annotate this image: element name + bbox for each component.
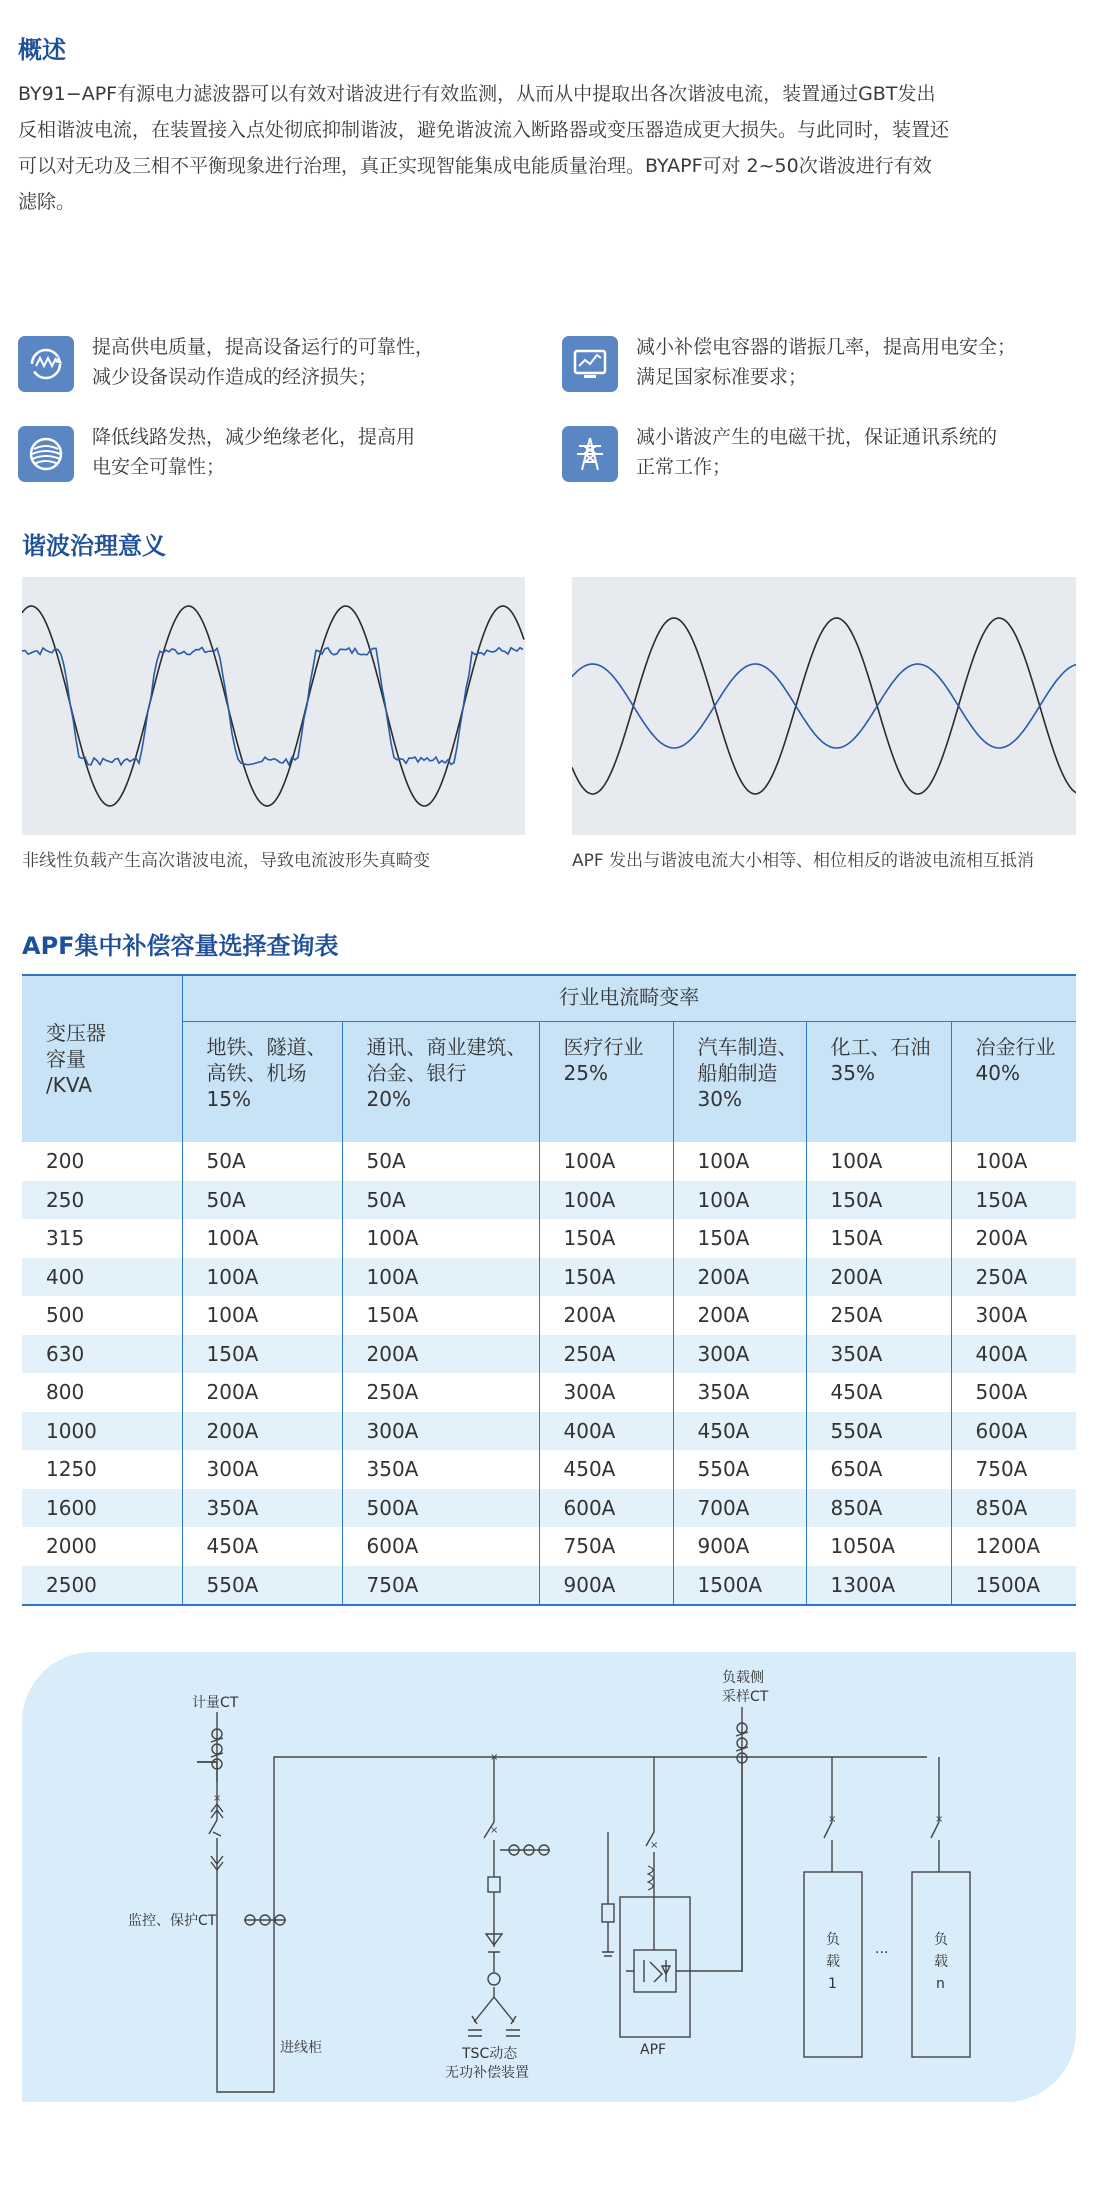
current-cell: 850A [806,1489,951,1528]
tsc-ct-symbol [500,1845,550,1855]
current-cell: 300A [342,1412,539,1451]
column-header-line: 冶金、银行 [366,1061,467,1085]
feature-text: 电安全可靠性； [92,456,226,478]
current-cell: 600A [342,1527,539,1566]
table-row [22,1219,1076,1258]
current-cell: 200A [539,1296,673,1335]
current-cell: 600A [951,1412,1076,1451]
current-cell: 50A [182,1181,342,1220]
capacity-cell: 630 [22,1335,182,1374]
monitor-screen-icon [562,336,618,392]
current-cell: 1500A [673,1566,806,1606]
current-cell: 400A [951,1335,1076,1374]
current-cell: 550A [806,1412,951,1451]
overview-line: 反相谐波电流，在装置接入点处彻底抑制谐波，避免谐波流入断路器或变压器造成更大损失。与此同时，装置还 [18,119,950,141]
power-tower-icon [562,426,618,482]
label-tsc-2: 无功补偿装置 [445,2065,529,2081]
table-row [22,1489,1076,1528]
row-header-line: 容量 [46,1047,86,1071]
label-load1: 1 [828,1976,837,1992]
current-cell: 300A [951,1296,1076,1335]
overview-line: 滤除。 [18,191,76,213]
harmonics-title: 谐波治理意义 [22,532,166,560]
capacity-cell: 800 [46,1380,85,1405]
column-header-line: 15% [206,1087,251,1111]
feature-text: 减小谐波产生的电磁干扰，保证通讯系统的 [636,426,998,448]
current-cell: 550A [182,1566,342,1606]
compensation-wave-figure [572,577,1076,835]
current-cell: 500A [951,1373,1076,1412]
row-header-cell [22,975,182,1142]
cable-cross-section-icon [18,426,74,482]
row-header-line: 变压器 [46,1021,106,1045]
overview-line: BY91−APF有源电力滤波器可以有效对谐波进行有效监测，从而从中提取出各次谐波电流，装置通过GBT发出 [18,83,936,105]
current-cell: 300A [673,1335,806,1374]
current-cell: 100A [182,1296,342,1335]
breaker-symbol [209,1804,223,1870]
current-cell: 200A [182,1412,342,1451]
current-cell: 900A [539,1566,673,1606]
current-cell: 150A [342,1296,539,1335]
capacity-cell: 200 [46,1149,85,1174]
wiring-diagram [22,1652,1076,2102]
apf-branch [608,1757,654,1952]
column-header-line: 40% [975,1061,1020,1085]
feature-text: 减小补偿电容器的谐振几率，提高用电安全； [636,336,1017,358]
column-header-line: 地铁、隧道、 [206,1035,327,1059]
column-header-line: 汽车制造、 [697,1035,798,1059]
distorted-wave-figure [22,577,525,835]
svg-text:×: × [650,1840,659,1851]
capacity-table [22,974,1076,1606]
overview-text [18,76,1068,220]
current-cell: 50A [342,1142,539,1181]
column-header [182,1022,342,1143]
caption-right: APF 发出与谐波电流大小相等、相位相反的谐波电流相互抵消 [572,851,1035,871]
current-cell: 150A [539,1219,673,1258]
column-header-line: 化工、石油 [830,1035,931,1059]
feature-text: 减少设备误动作造成的经济损失； [92,366,378,388]
current-cell: 100A [342,1258,539,1297]
capacity-cell: 250 [22,1181,182,1220]
feature-text: 提高供电质量，提高设备运行的可靠性， [92,336,435,358]
current-cell: 200A [342,1335,539,1374]
current-cell: 350A [182,1489,342,1528]
current-cell: 200A [806,1258,951,1297]
current-cell: 150A [673,1219,806,1258]
column-header-line: 25% [563,1061,608,1085]
tsc-branch [474,1757,514,2022]
current-cell: 450A [182,1527,342,1566]
current-cell: 100A [182,1258,342,1297]
label-load-ct-2: 采样CT [722,1689,769,1705]
column-header-line: 船舶制造 [697,1061,778,1085]
current-cell: 400A [539,1412,673,1451]
current-cell: 150A [806,1219,951,1258]
current-cell: 300A [182,1450,342,1489]
current-cell: 100A [539,1181,673,1220]
current-cell: 100A [673,1181,806,1220]
column-header [342,1022,539,1143]
current-cell: 150A [182,1335,342,1374]
column-header-line: 医疗行业 [563,1035,644,1059]
table-row [22,1142,1076,1181]
label-protect-ct: 监控、保护CT [128,1913,217,1929]
svg-text:×: × [490,1825,499,1836]
svg-text:×: × [935,1814,944,1825]
label-incoming: 进线柜 [280,2040,322,2056]
label-load1: 负 [826,1932,840,1948]
current-cell: 450A [806,1373,951,1412]
apf-output-wave [572,664,1076,748]
column-header-line: 高铁、机场 [206,1061,307,1085]
capacity-cell: 1600 [22,1489,182,1528]
feature-item [562,336,1016,392]
capacity-cell: 2000 [46,1534,97,1559]
current-cell: 350A [342,1450,539,1489]
current-cell: 50A [342,1181,539,1220]
distorted-current-wave [22,647,523,765]
current-cell: 250A [342,1373,539,1412]
feature-item [18,336,434,392]
current-cell: 550A [673,1450,806,1489]
table-row [22,1527,1076,1566]
capacity-cell: 1000 [22,1412,182,1451]
label-metering-ct: 计量CT [192,1695,239,1711]
current-cell: 150A [951,1181,1076,1220]
current-cell: 100A [539,1142,673,1181]
label-loadn: 载 [934,1954,948,1970]
capacity-cell: 500 [46,1303,85,1328]
capacity-cell: 315 [46,1226,85,1251]
label-dots: ··· [875,1945,889,1961]
label-load-ct-1: 负载侧 [722,1670,764,1686]
row-header-line: /KVA [46,1073,92,1097]
feature-text: 满足国家标准要求； [636,366,808,388]
current-cell: 50A [182,1142,342,1181]
current-cell: 100A [673,1142,806,1181]
current-cell: 700A [673,1489,806,1528]
column-header [951,1022,1076,1143]
overview-line: 可以对无功及三相不平衡现象进行治理，真正实现智能集成电能质量治理。BYAPF可对 2~50次谐波进行有效 [18,155,932,177]
table-row [22,1296,1076,1335]
current-cell: 150A [806,1181,951,1220]
current-cell: 650A [806,1450,951,1489]
feature-item [562,426,997,482]
current-cell: 250A [806,1296,951,1335]
label-loadn: n [936,1976,945,1992]
group-header: 行业电流畸变率 [182,975,1076,1022]
column-header-line: 35% [830,1061,875,1085]
current-cell: 1500A [951,1566,1076,1606]
current-cell: 600A [539,1489,673,1528]
current-cell: 200A [673,1258,806,1297]
current-cell: 1050A [806,1527,951,1566]
table-row [22,1373,1076,1412]
power-cycle-icon [18,336,74,392]
column-header [539,1022,673,1143]
current-cell: 350A [806,1335,951,1374]
table-row [22,1450,1076,1489]
capacity-cell: 1250 [46,1457,97,1482]
current-cell: 450A [539,1450,673,1489]
current-cell: 200A [673,1296,806,1335]
caption-left: 非线性负载产生高次谐波电流，导致电流波形失真畸变 [22,851,430,871]
label-apf: APF [640,2042,667,2058]
table-row [22,1412,1076,1451]
column-header-line: 20% [366,1087,411,1111]
svg-text:×: × [490,1752,499,1763]
current-cell: 300A [539,1373,673,1412]
label-load1: 载 [826,1954,840,1970]
table-row [22,1335,1076,1374]
current-cell: 900A [673,1527,806,1566]
label-tsc-1: TSC动态 [462,2046,518,2062]
column-header-line: 通讯、商业建筑、 [366,1035,527,1059]
current-cell: 1200A [951,1527,1076,1566]
current-cell: 450A [673,1412,806,1451]
column-header-line: 30% [697,1087,742,1111]
current-cell: 200A [182,1373,342,1412]
reference-sine-wave [22,606,524,806]
column-header [806,1022,951,1143]
svg-text:×: × [213,1793,222,1804]
current-cell: 250A [539,1335,673,1374]
current-cell: 850A [951,1489,1076,1528]
column-header-line: 冶金行业 [975,1035,1056,1059]
current-cell: 100A [182,1219,342,1258]
table-title: APF集中补偿容量选择查询表 [22,932,339,960]
current-cell: 500A [342,1489,539,1528]
harmonic-current-wave [572,618,1076,794]
capacity-cell: 400 [22,1258,182,1297]
table-row [22,1181,1076,1220]
table-row [22,1566,1076,1606]
current-cell: 100A [342,1219,539,1258]
current-cell: 350A [673,1373,806,1412]
overview-title: 概述 [18,36,66,64]
current-cell: 250A [951,1258,1076,1297]
current-cell: 1300A [806,1566,951,1606]
current-cell: 750A [539,1527,673,1566]
capacity-cell: 2500 [22,1566,182,1606]
protect-ct-symbol [244,1915,286,1925]
current-cell: 750A [342,1566,539,1606]
current-cell: 200A [951,1219,1076,1258]
feature-text: 正常工作； [636,456,732,478]
svg-text:×: × [828,1814,837,1825]
current-cell: 750A [951,1450,1076,1489]
feature-text: 降低线路发热，减少绝缘老化，提高用 [92,426,416,448]
feature-item [18,426,415,482]
current-cell: 150A [539,1258,673,1297]
column-header [673,1022,806,1143]
current-cell: 100A [951,1142,1076,1181]
current-cell: 100A [806,1142,951,1181]
label-loadn: 负 [934,1932,948,1948]
table-row [22,1258,1076,1297]
